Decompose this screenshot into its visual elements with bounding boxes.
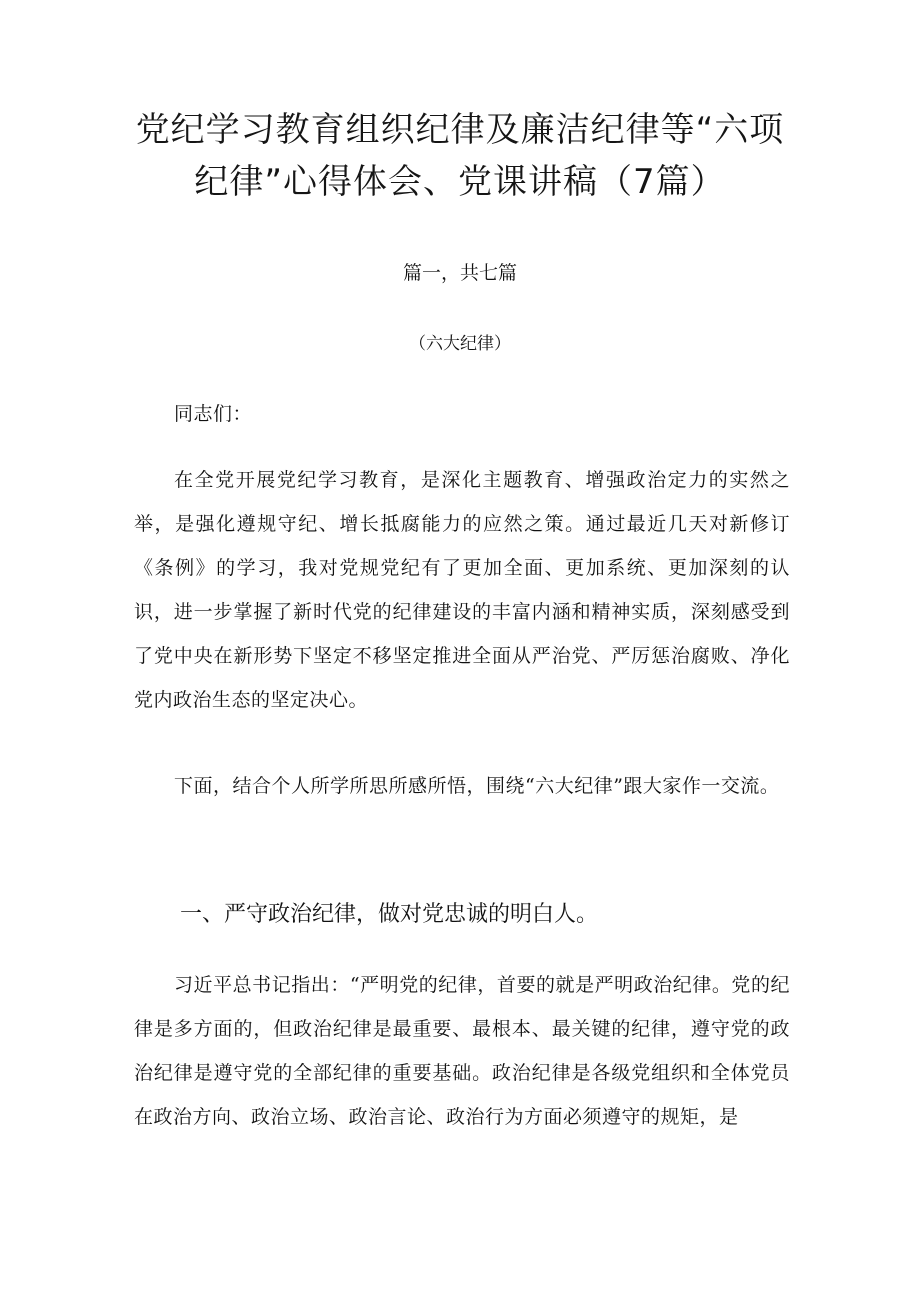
section-heading-1: 一、严守政治纪律，做对党忠诚的明白人。 <box>180 902 599 927</box>
document-title: 党纪学习教育组织纪律及廉洁纪律等“六项纪律”心得体会、党课讲稿（7篇） <box>135 110 785 202</box>
body-paragraph-2: 下面，结合个人所学所思所感所悟，围绕“六大纪律”跟大家作一交流。 <box>174 775 780 797</box>
article-topic: （六大纪律） <box>409 334 511 354</box>
greeting: 同志们： <box>174 403 253 425</box>
body-paragraph-3: 习近平总书记指出：“严明党的纪律，首要的就是严明政治纪律。党的纪律是多方面的，但政治纪律是最重要、最根本、最关键的纪律，遵守党的政治纪律是遵守党的全部纪律的重要基础。政治纪律是各级党组织和全体党员在政治方向、政治立场、政治言论、政治行为方面必须遵守的规矩，是 <box>134 974 790 1128</box>
article-number: 篇一，共七篇 <box>402 262 517 284</box>
body-paragraph-1: 在全党开展党纪学习教育，是深化主题教育、增强政治定力的实然之举，是强化遵规守纪、增长抵腐能力的应然之策。通过最近几天对新修订《条例》的学习，我对党规党纪有了更加全面、更加系统、更加深刻的认识，进一步掌握了新时代党的纪律建设的丰富内涵和精神实质，深刻感受到了党中央在新形势下坚定不移坚定推进全面从严治党、严厉惩治腐败、净化党内政治生态的坚定决心。 <box>134 469 790 711</box>
